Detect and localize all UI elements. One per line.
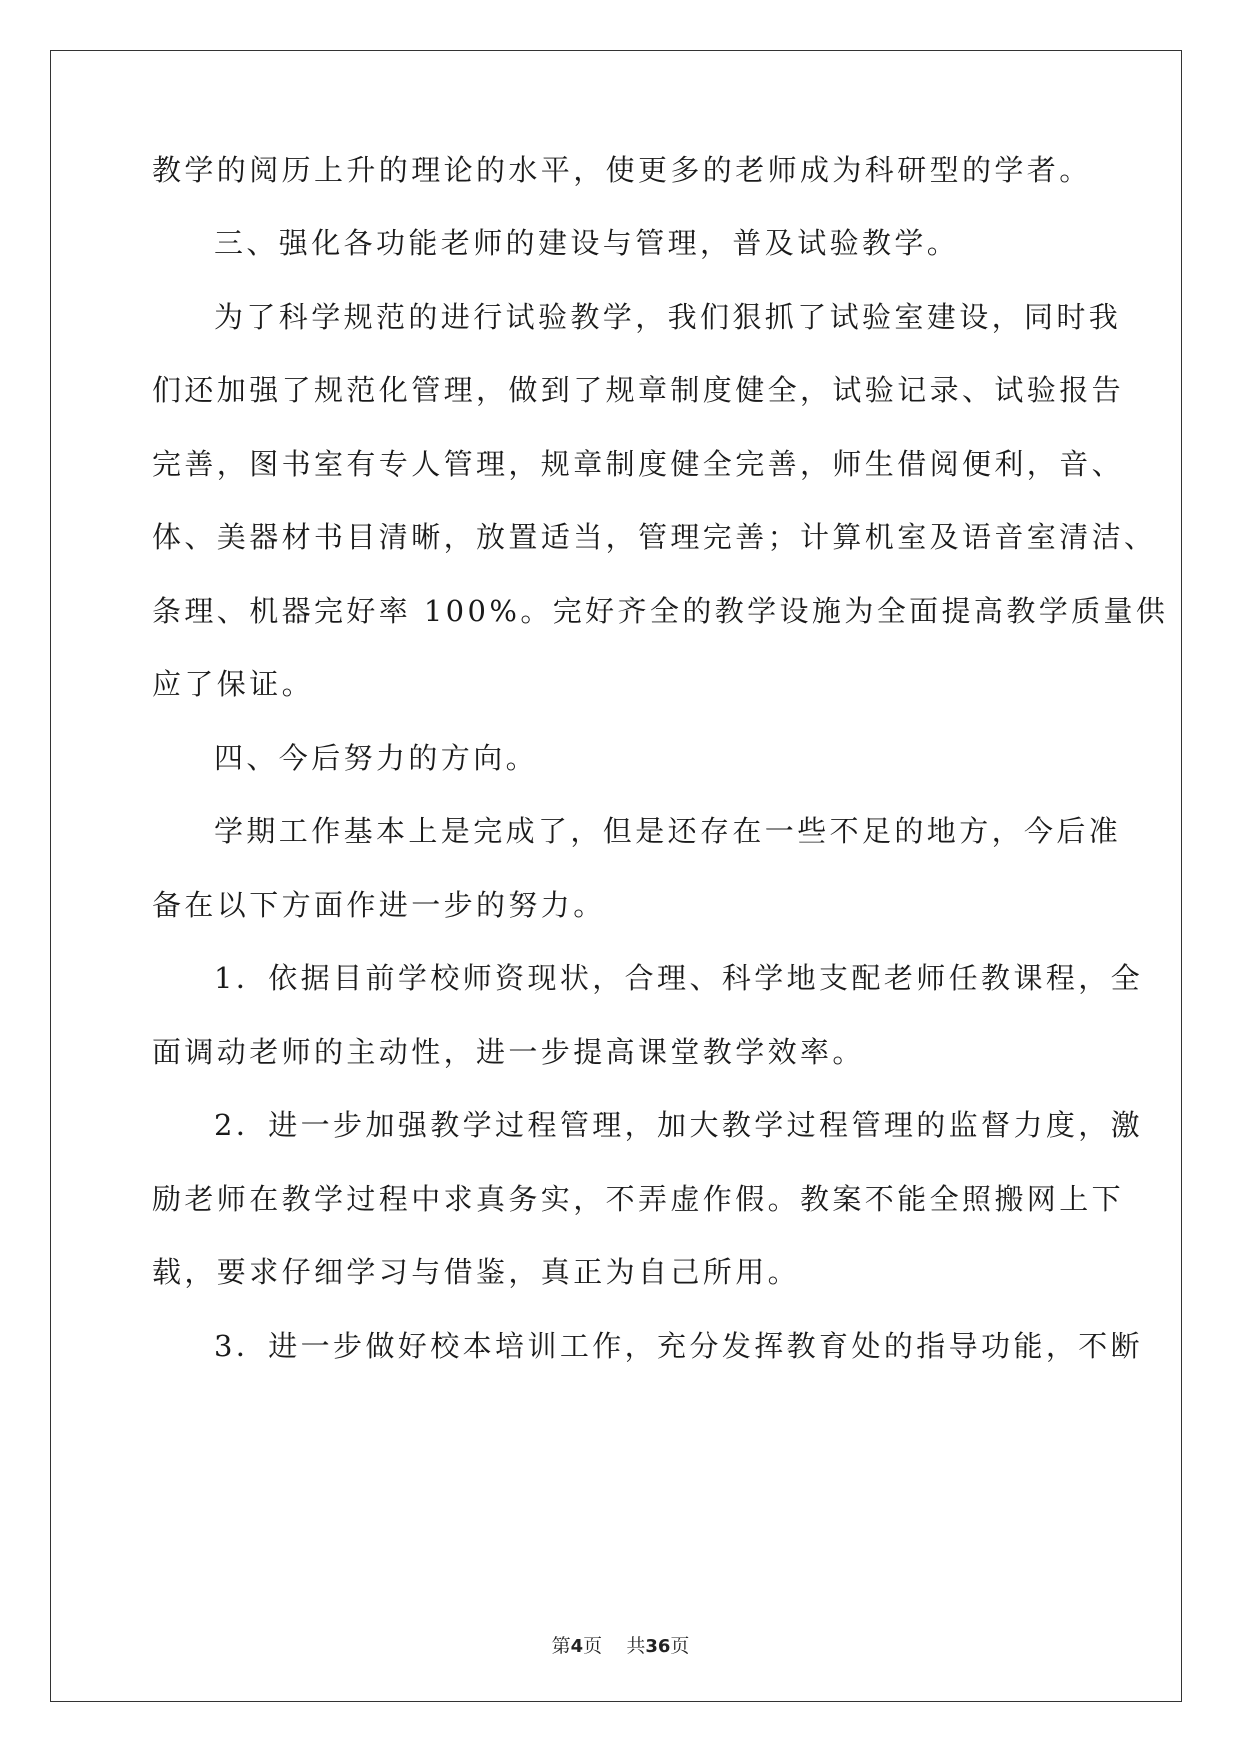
paragraph-line: 备在以下方面作进一步的努力。 — [152, 888, 606, 922]
list-item-line: 载，要求仔细学习与借鉴，真正为自己所用。 — [152, 1255, 801, 1289]
paragraph-line: 应了保证。 — [152, 667, 315, 701]
paragraph-line: 学期工作基本上是完成了，但是还存在一些不足的地方，今后准 — [214, 814, 1122, 848]
paragraph-line: 们还加强了规范化管理，做到了规章制度健全，试验记录、试验报告 — [152, 373, 1125, 407]
paragraph-line: 为了科学规范的进行试验教学，我们狠抓了试验室建设，同时我 — [214, 300, 1122, 334]
list-item-line: 1．依据目前学校师资现状，合理、科学地支配老师任教课程，全 — [214, 961, 1144, 995]
list-item-line: 励老师在教学过程中求真务实，不弄虚作假。教案不能全照搬网上下 — [152, 1182, 1125, 1216]
list-item-line: 面调动老师的主动性，进一步提高课堂教学效率。 — [152, 1035, 865, 1069]
section-heading: 三、强化各功能老师的建设与管理，普及试验教学。 — [214, 226, 960, 260]
paragraph-line: 完善，图书室有专人管理，规章制度健全完善，师生借阅便利，音、 — [152, 447, 1125, 481]
footer-page-number: 4 — [570, 1636, 584, 1657]
paragraph-line: 教学的阅历上升的理论的水平，使更多的老师成为科研型的学者。 — [152, 153, 1092, 187]
footer-total-pages: 36 — [645, 1636, 671, 1657]
footer-total-prefix: 共 — [626, 1635, 646, 1657]
paragraph-line: 体、美器材书目清晰，放置适当，管理完善；计算机室及语音室清洁、 — [152, 520, 1157, 554]
footer-prefix: 第 — [551, 1635, 571, 1657]
page-footer — [0, 1634, 1241, 1659]
footer-page-suffix: 页 — [583, 1635, 603, 1657]
section-heading: 四、今后努力的方向。 — [214, 741, 539, 775]
list-item-line: 2．进一步加强教学过程管理，加大教学过程管理的监督力度，激 — [214, 1108, 1144, 1142]
paragraph-line: 条理、机器完好率 100%。完好齐全的教学设施为全面提高教学质量供 — [152, 594, 1169, 628]
list-item-line: 3．进一步做好校本培训工作，充分发挥教育处的指导功能，不断 — [214, 1329, 1144, 1363]
footer-total-suffix: 页 — [670, 1635, 690, 1657]
